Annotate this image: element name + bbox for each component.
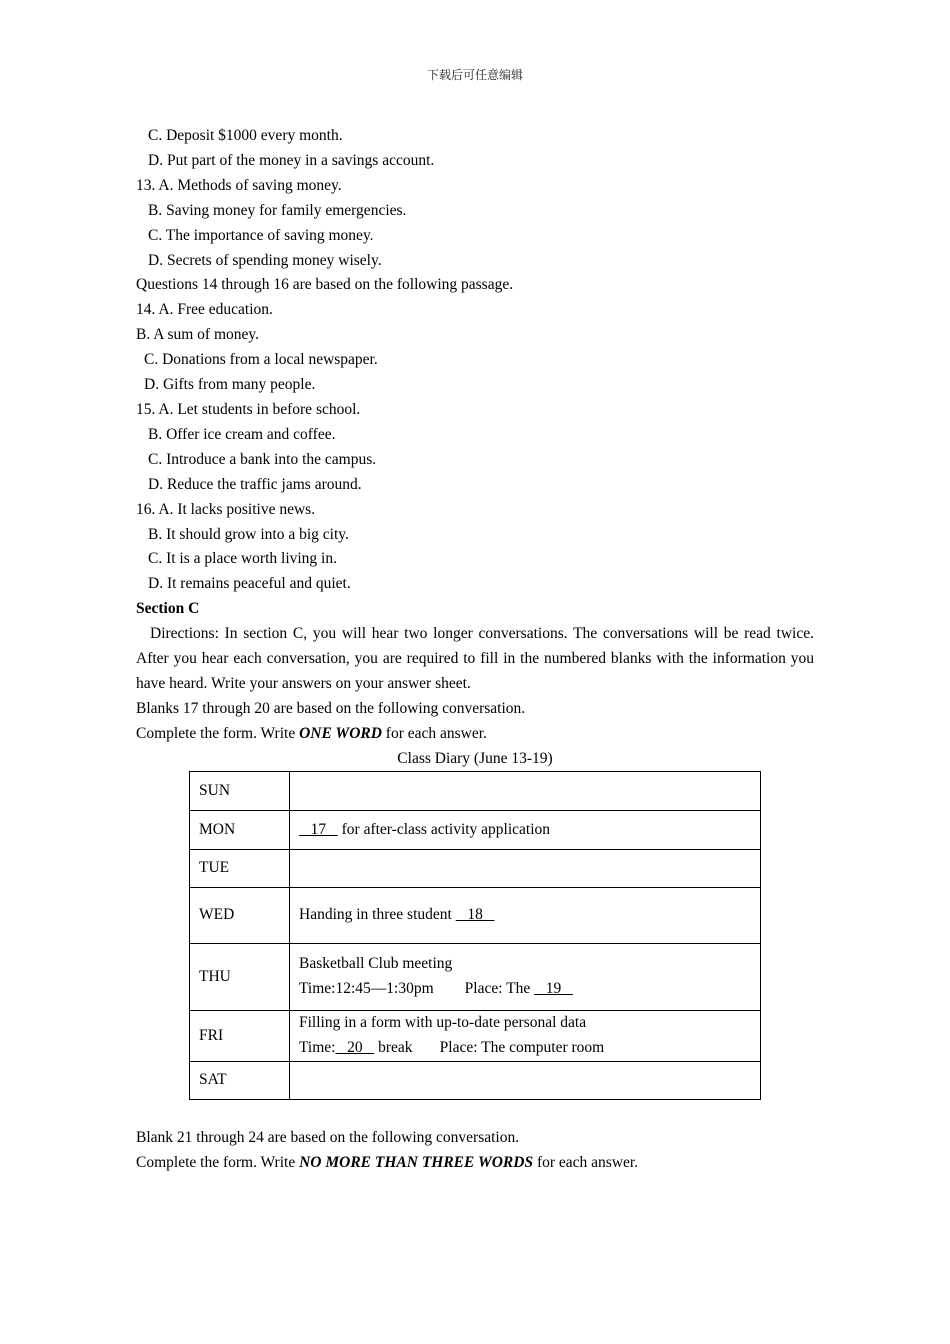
day-cell: FRI [190, 1011, 290, 1062]
option-14c: C. Donations from a local newspaper. [144, 351, 378, 369]
option-16b: B. It should grow into a big city. [148, 525, 349, 543]
table-row [190, 888, 761, 944]
entry-line-2 [299, 977, 751, 1002]
document-body [136, 124, 814, 772]
question-16: 16. A. It lacks positive news. [136, 500, 316, 518]
class-diary-table [189, 771, 761, 1100]
question-13: 13. A. Methods of saving money. [136, 176, 342, 194]
entry-text: Time: [299, 1039, 336, 1056]
option-15d: D. Reduce the traffic jams around. [148, 475, 362, 493]
question-14: 14. A. Free education. [136, 301, 273, 319]
table-caption: Class Diary (June 13-19) [397, 749, 553, 767]
day-cell: MON [190, 811, 290, 850]
blank-18: 18 [455, 906, 495, 924]
blank-19: 19 [534, 980, 573, 997]
question-15: 15. A. Let students in before school. [136, 400, 361, 418]
instruction-1-pre: Complete the form. Write [136, 724, 300, 742]
table-row [190, 1062, 761, 1100]
entry-text: Handing in three student [299, 906, 456, 924]
option-16c: C. It is a place worth living in. [148, 550, 337, 568]
day-cell: SAT [190, 1062, 290, 1100]
entry-line-1: Filling in a form with up-to-date personal data [299, 1014, 587, 1032]
table-row [190, 944, 761, 1011]
page-header: 下载后可任意编辑 [426, 68, 523, 82]
entry-text: for after-class activity application [337, 820, 551, 838]
entry-cell [290, 772, 761, 811]
option-14b: B. A sum of money. [136, 326, 260, 344]
entry-line-2 [299, 1036, 751, 1061]
entry-text: Time:12:45—1:30pm Place: The [299, 980, 535, 997]
entry-cell [290, 1011, 761, 1062]
option-16d: D. It remains peaceful and quiet. [148, 575, 351, 593]
blanks-intro-2: Blank 21 through 24 are based on the following conversation. [136, 1129, 520, 1146]
option-13d: D. Secrets of spending money wisely. [148, 251, 382, 269]
option-14d: D. Gifts from many people. [144, 376, 316, 394]
instruction-1 [136, 722, 814, 747]
blank-17: 17 [299, 820, 338, 838]
instruction-2-post: for each answer. [533, 1153, 639, 1171]
entry-text: break Place: The computer room [374, 1039, 605, 1056]
entry-cell [290, 1062, 761, 1100]
table-row [190, 850, 761, 888]
section-c-heading: Section C [136, 600, 200, 618]
section-c-directions: Directions: In section C, you will hear two longer conversations. The conversations will be read twice. After you hear each conversation, you are required to fill in the numbered blanks with the information you have heard. Write your answers on your answer sheet. [136, 625, 814, 692]
entry-cell [290, 850, 761, 888]
instruction-2 [136, 1151, 814, 1176]
blank-20: 20 [335, 1039, 375, 1056]
table-row [190, 772, 761, 811]
day-cell: SUN [190, 772, 290, 811]
entry-cell [290, 888, 761, 944]
entry-cell [290, 944, 761, 1011]
document-body-continued [136, 1126, 814, 1176]
table-row [190, 1011, 761, 1062]
instruction-2-emphasis: NO MORE THAN THREE WORDS [299, 1153, 534, 1171]
instruction-1-emphasis: ONE WORD [299, 724, 382, 742]
day-cell: TUE [190, 850, 290, 888]
option-15c: C. Introduce a bank into the campus. [148, 450, 377, 468]
option-13b: B. Saving money for family emergencies. [148, 201, 407, 219]
entry-line-1: Basketball Club meeting [299, 955, 453, 973]
table-row [190, 811, 761, 850]
day-cell: WED [190, 888, 290, 944]
day-cell: THU [190, 944, 290, 1011]
option-13c: C. The importance of saving money. [148, 226, 374, 244]
option-12c: C. Deposit $1000 every month. [148, 127, 343, 144]
instruction-1-post: for each answer. [381, 724, 487, 742]
passage-intro: Questions 14 through 16 are based on the following passage. [136, 276, 514, 294]
entry-cell [290, 811, 761, 850]
option-15b: B. Offer ice cream and coffee. [148, 425, 336, 443]
option-12d: D. Put part of the money in a savings account. [148, 151, 435, 169]
blanks-intro-1: Blanks 17 through 20 are based on the following conversation. [136, 699, 526, 717]
instruction-2-pre: Complete the form. Write [136, 1153, 300, 1171]
